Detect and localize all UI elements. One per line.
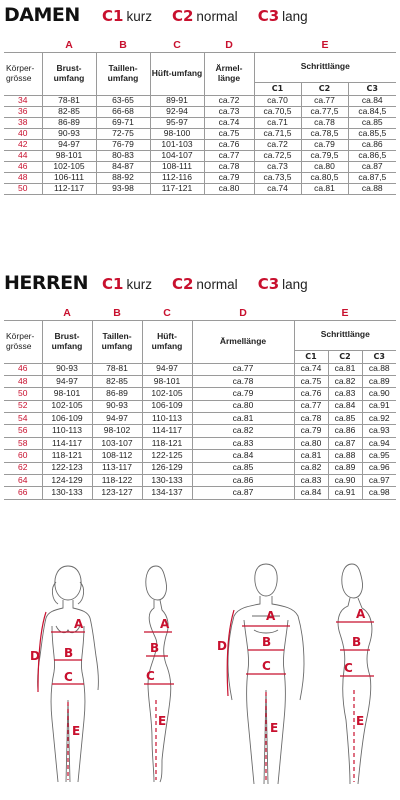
value-cell: ca.74 bbox=[204, 117, 254, 128]
value-cell: ca.97 bbox=[362, 475, 396, 487]
value-cell: ca.98 bbox=[362, 487, 396, 499]
header-waist: Taillen-umfang bbox=[96, 52, 150, 95]
size-cell: 40 bbox=[4, 128, 42, 139]
header-waist: Taillen-umfang bbox=[92, 320, 142, 363]
value-cell: 89-91 bbox=[150, 95, 204, 106]
value-cell: ca.92 bbox=[362, 413, 396, 425]
value-cell: 106-109 bbox=[42, 413, 92, 425]
value-cell: ca.73,5 bbox=[254, 173, 301, 184]
damen-table-body bbox=[4, 95, 396, 195]
value-cell: 90-93 bbox=[92, 400, 142, 412]
label-c: C bbox=[262, 659, 271, 673]
value-cell: 124-129 bbox=[42, 475, 92, 487]
value-cell: 118-121 bbox=[142, 437, 192, 449]
value-cell: 110-113 bbox=[142, 413, 192, 425]
damen-cut-c3 bbox=[258, 7, 308, 25]
table-row bbox=[4, 363, 396, 375]
value-cell: 88-92 bbox=[96, 173, 150, 184]
value-cell: ca.90 bbox=[362, 388, 396, 400]
table-row bbox=[4, 450, 396, 462]
value-cell: ca.74 bbox=[294, 363, 328, 375]
table-row bbox=[4, 425, 396, 437]
size-cell: 54 bbox=[4, 413, 42, 425]
header-inseam: Schrittlänge bbox=[294, 320, 396, 350]
table-row bbox=[4, 139, 396, 150]
male-front-figure bbox=[214, 560, 318, 796]
value-cell: 98-101 bbox=[142, 375, 192, 387]
value-cell: 114-117 bbox=[42, 437, 92, 449]
value-cell: ca.75 bbox=[294, 375, 328, 387]
table-row bbox=[4, 184, 396, 195]
table-row bbox=[4, 162, 396, 173]
value-cell: ca.89 bbox=[328, 462, 362, 474]
letter-c: C bbox=[142, 306, 192, 320]
subhead-c3: C3 bbox=[362, 350, 396, 363]
value-cell: ca.81 bbox=[294, 450, 328, 462]
value-cell: ca.73 bbox=[204, 106, 254, 117]
size-cell: 60 bbox=[4, 450, 42, 462]
value-cell: ca.72,5 bbox=[254, 150, 301, 161]
letter-e: E bbox=[254, 38, 396, 52]
value-cell: ca.82 bbox=[294, 462, 328, 474]
value-cell: 134-137 bbox=[142, 487, 192, 499]
value-cell: ca.76 bbox=[294, 388, 328, 400]
value-cell: ca.86 bbox=[348, 139, 396, 150]
herren-title: HERREN bbox=[4, 272, 89, 294]
size-cell: 50 bbox=[4, 388, 42, 400]
value-cell: ca.75 bbox=[204, 128, 254, 139]
value-cell: 101-103 bbox=[150, 139, 204, 150]
size-cell: 58 bbox=[4, 437, 42, 449]
value-cell: ca.78 bbox=[301, 117, 348, 128]
value-cell: ca.70,5 bbox=[254, 106, 301, 117]
value-cell: ca.91 bbox=[328, 487, 362, 499]
value-cell: ca.88 bbox=[348, 184, 396, 195]
size-cell: 50 bbox=[4, 184, 42, 195]
value-cell: ca.80,5 bbox=[301, 173, 348, 184]
letter-b: B bbox=[92, 306, 142, 320]
cut-label: lang bbox=[282, 9, 308, 24]
value-cell: ca.87,5 bbox=[348, 173, 396, 184]
letter-a: A bbox=[42, 38, 96, 52]
value-cell: 69-71 bbox=[96, 117, 150, 128]
value-cell: ca.86 bbox=[328, 425, 362, 437]
value-cell: 102-105 bbox=[42, 400, 92, 412]
value-cell: 86-89 bbox=[42, 117, 96, 128]
label-b: B bbox=[262, 635, 272, 649]
table-row bbox=[4, 95, 396, 106]
value-cell: ca.96 bbox=[362, 462, 396, 474]
value-cell: 112-116 bbox=[150, 173, 204, 184]
cut-label: normal bbox=[196, 277, 238, 292]
value-cell: ca.78 bbox=[294, 413, 328, 425]
size-cell: 56 bbox=[4, 425, 42, 437]
header-hip: Hüft-umfang bbox=[142, 320, 192, 363]
table-row bbox=[4, 150, 396, 161]
damen-title: DAMEN bbox=[4, 4, 80, 26]
letter-blank bbox=[4, 38, 42, 52]
value-cell: ca.82 bbox=[192, 425, 294, 437]
value-cell: ca.73 bbox=[254, 162, 301, 173]
damen-title-row bbox=[4, 4, 396, 30]
header-sleeve: Ärmel-länge bbox=[204, 52, 254, 95]
label-a: A bbox=[160, 617, 170, 631]
label-a: A bbox=[266, 609, 276, 623]
value-cell: 103-107 bbox=[92, 437, 142, 449]
header-hip: Hüft-umfang bbox=[150, 52, 204, 95]
size-cell: 34 bbox=[4, 95, 42, 106]
value-cell: ca.81 bbox=[192, 413, 294, 425]
value-cell: 94-97 bbox=[142, 363, 192, 375]
table-row bbox=[4, 128, 396, 139]
table-row bbox=[4, 487, 396, 499]
herren-cut-c2 bbox=[172, 275, 238, 293]
cut-code: C1 bbox=[102, 7, 124, 25]
table-row bbox=[4, 375, 396, 387]
size-cell: 42 bbox=[4, 139, 42, 150]
label-e: E bbox=[158, 714, 167, 728]
value-cell: 82-85 bbox=[42, 106, 96, 117]
value-cell: ca.74 bbox=[254, 184, 301, 195]
label-b: B bbox=[352, 635, 362, 649]
label-d: D bbox=[217, 639, 227, 653]
value-cell: ca.81 bbox=[301, 184, 348, 195]
value-cell: ca.80 bbox=[192, 400, 294, 412]
value-cell: ca.88 bbox=[328, 450, 362, 462]
value-cell: 78-81 bbox=[42, 95, 96, 106]
value-cell: ca.83 bbox=[294, 475, 328, 487]
value-cell: ca.84 bbox=[192, 450, 294, 462]
label-a: A bbox=[74, 617, 84, 631]
value-cell: ca.84 bbox=[348, 95, 396, 106]
value-cell: 118-122 bbox=[92, 475, 142, 487]
value-cell: ca.85,5 bbox=[348, 128, 396, 139]
value-cell: ca.78 bbox=[204, 162, 254, 173]
letter-b: B bbox=[96, 38, 150, 52]
value-cell: ca.80 bbox=[294, 437, 328, 449]
value-cell: ca.79 bbox=[192, 388, 294, 400]
value-cell: ca.94 bbox=[362, 437, 396, 449]
damen-section bbox=[4, 4, 396, 195]
letter-c: C bbox=[150, 38, 204, 52]
value-cell: ca.77 bbox=[294, 400, 328, 412]
value-cell: ca.88 bbox=[362, 363, 396, 375]
value-cell: ca.84 bbox=[328, 400, 362, 412]
value-cell: ca.77,5 bbox=[301, 106, 348, 117]
value-cell: ca.71,5 bbox=[254, 128, 301, 139]
size-cell: 52 bbox=[4, 400, 42, 412]
female-front-figure bbox=[18, 560, 118, 796]
value-cell: ca.82 bbox=[328, 375, 362, 387]
value-cell: ca.84,5 bbox=[348, 106, 396, 117]
value-cell: ca.78,5 bbox=[301, 128, 348, 139]
value-cell: ca.85 bbox=[328, 413, 362, 425]
table-row bbox=[4, 173, 396, 184]
subhead-c2: C2 bbox=[301, 82, 348, 95]
value-cell: ca.89 bbox=[362, 375, 396, 387]
value-cell: 98-102 bbox=[92, 425, 142, 437]
value-cell: ca.90 bbox=[328, 475, 362, 487]
value-cell: ca.85 bbox=[348, 117, 396, 128]
size-cell: 62 bbox=[4, 462, 42, 474]
value-cell: 76-79 bbox=[96, 139, 150, 150]
value-cell: 63-65 bbox=[96, 95, 150, 106]
label-b: B bbox=[64, 646, 74, 660]
herren-table-body bbox=[4, 363, 396, 499]
size-cell: 46 bbox=[4, 363, 42, 375]
letter-e: E bbox=[294, 306, 396, 320]
value-cell: 122-123 bbox=[42, 462, 92, 474]
value-cell: ca.72 bbox=[204, 95, 254, 106]
value-cell: 78-81 bbox=[92, 363, 142, 375]
cut-code: C1 bbox=[102, 275, 124, 293]
value-cell: 104-107 bbox=[150, 150, 204, 161]
table-row bbox=[4, 475, 396, 487]
size-cell: 66 bbox=[4, 487, 42, 499]
value-cell: 102-105 bbox=[42, 162, 96, 173]
value-cell: 118-121 bbox=[42, 450, 92, 462]
label-e: E bbox=[356, 714, 365, 728]
value-cell: ca.70 bbox=[254, 95, 301, 106]
value-cell: 90-93 bbox=[42, 363, 92, 375]
label-b: B bbox=[150, 641, 160, 655]
value-cell: 112-117 bbox=[42, 184, 96, 195]
cut-code: C3 bbox=[257, 7, 280, 25]
value-cell: 108-112 bbox=[92, 450, 142, 462]
value-cell: 98-101 bbox=[42, 388, 92, 400]
table-row bbox=[4, 413, 396, 425]
label-c: C bbox=[64, 670, 73, 684]
female-side-figure bbox=[118, 560, 198, 796]
cut-code: C3 bbox=[257, 275, 280, 293]
cut-label: normal bbox=[196, 9, 238, 24]
header-inseam: Schrittlänge bbox=[254, 52, 396, 82]
value-cell: ca.77 bbox=[301, 95, 348, 106]
value-cell: 94-97 bbox=[92, 413, 142, 425]
letter-d: D bbox=[204, 38, 254, 52]
value-cell: ca.87 bbox=[328, 437, 362, 449]
value-cell: 113-117 bbox=[92, 462, 142, 474]
header-sleeve: Ärmellänge bbox=[192, 320, 294, 363]
value-cell: 126-129 bbox=[142, 462, 192, 474]
size-cell: 48 bbox=[4, 173, 42, 184]
value-cell: 122-125 bbox=[142, 450, 192, 462]
label-c: C bbox=[344, 661, 353, 675]
value-cell: 86-89 bbox=[92, 388, 142, 400]
subhead-c1: C1 bbox=[294, 350, 328, 363]
value-cell: ca.93 bbox=[362, 425, 396, 437]
label-e: E bbox=[72, 724, 81, 738]
value-cell: 130-133 bbox=[142, 475, 192, 487]
size-cell: 48 bbox=[4, 375, 42, 387]
herren-cut-c1 bbox=[102, 275, 152, 293]
table-row bbox=[4, 117, 396, 128]
value-cell: 95-97 bbox=[150, 117, 204, 128]
value-cell: ca.81 bbox=[328, 363, 362, 375]
size-cell: 36 bbox=[4, 106, 42, 117]
cut-label: kurz bbox=[126, 277, 152, 292]
value-cell: 94-97 bbox=[42, 375, 92, 387]
value-cell: ca.86,5 bbox=[348, 150, 396, 161]
letter-d: D bbox=[192, 306, 294, 320]
damen-cut-c1 bbox=[102, 7, 152, 25]
value-cell: 82-85 bbox=[92, 375, 142, 387]
value-cell: 102-105 bbox=[142, 388, 192, 400]
value-cell: 114-117 bbox=[142, 425, 192, 437]
value-cell: ca.78 bbox=[192, 375, 294, 387]
value-cell: ca.80 bbox=[301, 162, 348, 173]
header-size: Körper-grösse bbox=[4, 320, 42, 363]
size-cell: 44 bbox=[4, 150, 42, 161]
value-cell: 123-127 bbox=[92, 487, 142, 499]
value-cell: 110-113 bbox=[42, 425, 92, 437]
value-cell: 80-83 bbox=[96, 150, 150, 161]
value-cell: ca.95 bbox=[362, 450, 396, 462]
header-chest: Brust-umfang bbox=[42, 52, 96, 95]
value-cell: ca.77 bbox=[204, 150, 254, 161]
value-cell: 90-93 bbox=[42, 128, 96, 139]
letter-blank bbox=[4, 306, 42, 320]
value-cell: 93-98 bbox=[96, 184, 150, 195]
value-cell: ca.83 bbox=[328, 388, 362, 400]
letter-a: A bbox=[42, 306, 92, 320]
subhead-c2: C2 bbox=[328, 350, 362, 363]
header-size: Körper-grösse bbox=[4, 52, 42, 95]
value-cell: ca.72 bbox=[254, 139, 301, 150]
table-row bbox=[4, 388, 396, 400]
value-cell: ca.87 bbox=[192, 487, 294, 499]
value-cell: ca.80 bbox=[204, 184, 254, 195]
value-cell: ca.79,5 bbox=[301, 150, 348, 161]
label-d: D bbox=[30, 649, 40, 663]
size-cell: 64 bbox=[4, 475, 42, 487]
cut-code: C2 bbox=[171, 7, 194, 25]
damen-cut-c2 bbox=[172, 7, 238, 25]
cut-label: lang bbox=[282, 277, 308, 292]
value-cell: 98-100 bbox=[150, 128, 204, 139]
value-cell: 94-97 bbox=[42, 139, 96, 150]
value-cell: ca.76 bbox=[204, 139, 254, 150]
male-side-figure bbox=[316, 560, 396, 796]
subhead-c1: C1 bbox=[254, 82, 301, 95]
value-cell: ca.79 bbox=[294, 425, 328, 437]
value-cell: ca.91 bbox=[362, 400, 396, 412]
value-cell: ca.71 bbox=[254, 117, 301, 128]
herren-size-table bbox=[4, 306, 396, 500]
value-cell: 108-111 bbox=[150, 162, 204, 173]
table-row bbox=[4, 437, 396, 449]
value-cell: 92-94 bbox=[150, 106, 204, 117]
table-row bbox=[4, 106, 396, 117]
label-e: E bbox=[270, 721, 279, 735]
measurement-figures bbox=[0, 560, 400, 800]
cut-code: C2 bbox=[171, 275, 194, 293]
value-cell: ca.83 bbox=[192, 437, 294, 449]
value-cell: ca.87 bbox=[348, 162, 396, 173]
damen-size-table bbox=[4, 38, 396, 195]
value-cell: ca.85 bbox=[192, 462, 294, 474]
herren-cut-c3 bbox=[258, 275, 308, 293]
value-cell: ca.79 bbox=[301, 139, 348, 150]
value-cell: ca.79 bbox=[204, 173, 254, 184]
subhead-c3: C3 bbox=[348, 82, 396, 95]
size-cell: 46 bbox=[4, 162, 42, 173]
table-row bbox=[4, 462, 396, 474]
size-cell: 38 bbox=[4, 117, 42, 128]
herren-section bbox=[4, 272, 396, 500]
label-a: A bbox=[356, 607, 366, 621]
value-cell: 66-68 bbox=[96, 106, 150, 117]
value-cell: 117-121 bbox=[150, 184, 204, 195]
value-cell: 72-75 bbox=[96, 128, 150, 139]
label-c: C bbox=[146, 669, 155, 683]
value-cell: 98-101 bbox=[42, 150, 96, 161]
value-cell: 84-87 bbox=[96, 162, 150, 173]
value-cell: 106-109 bbox=[142, 400, 192, 412]
herren-title-row bbox=[4, 272, 396, 298]
value-cell: 130-133 bbox=[42, 487, 92, 499]
value-cell: 106-111 bbox=[42, 173, 96, 184]
table-row bbox=[4, 400, 396, 412]
value-cell: ca.77 bbox=[192, 363, 294, 375]
value-cell: ca.86 bbox=[192, 475, 294, 487]
cut-label: kurz bbox=[126, 9, 152, 24]
header-chest: Brust-umfang bbox=[42, 320, 92, 363]
value-cell: ca.84 bbox=[294, 487, 328, 499]
